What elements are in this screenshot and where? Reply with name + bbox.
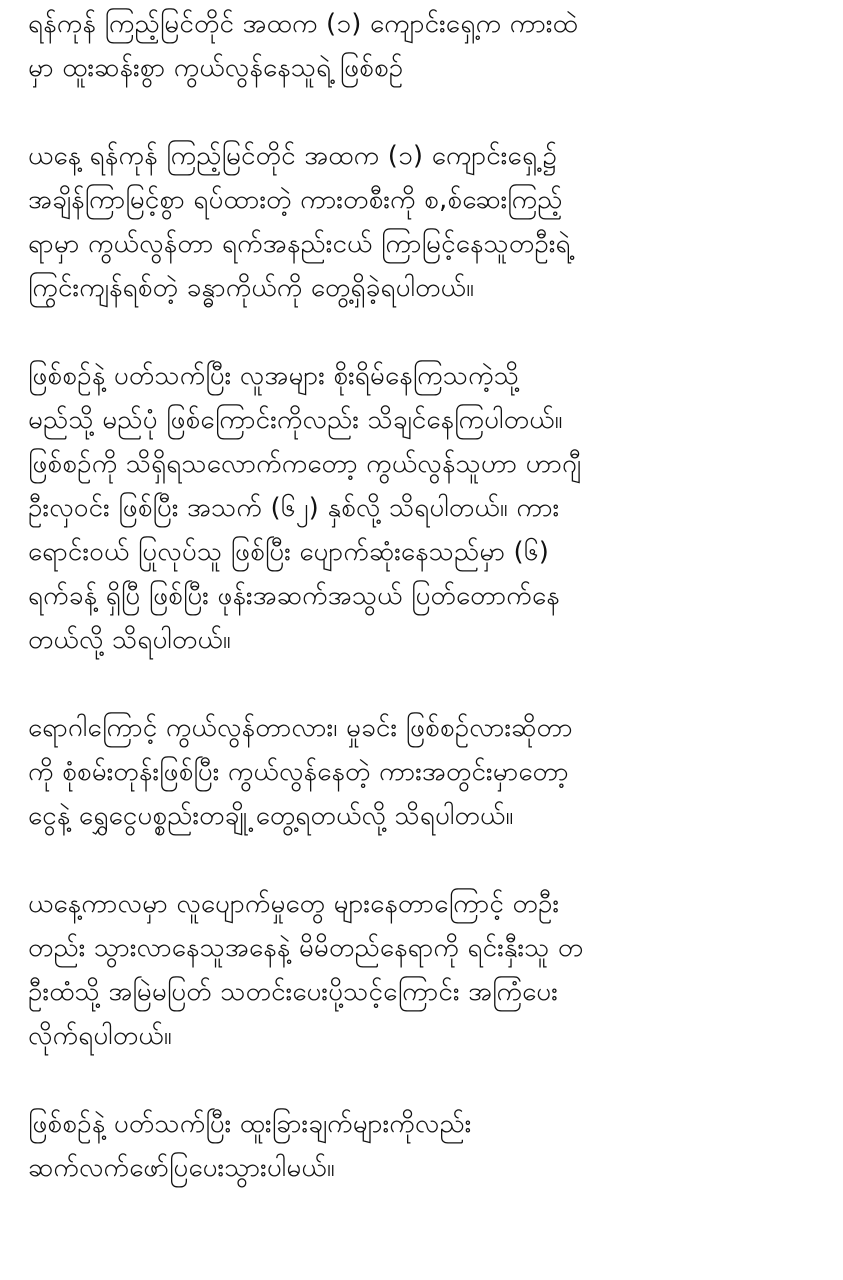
article-paragraph-2: ဖြစ်စဉ်နဲ့ ပတ်သက်ပြီး လူအများ စိုးရိမ်နေကြသကဲ့သို့ မည်သို့ မည်ပုံ ဖြစ်ကြောင်းကိုလည်း သိချင်နေကြပါတယ်။ ဖြစ်စဉ်ကို သိရှိရသလောက်ကတော့ ကွယ်လွန်သူဟာ ဟာဂျီ ဦးလှဝင်း ဖြစ်ပြီး အသက် (၆၂) နှစ်လို့ သိရပါတယ်။ ကား ရောင်းဝယ် ပြုလုပ်သူ ဖြစ်ပြီး ပျောက်ဆုံးနေသည်မှာ (၆) ရက်ခန့် ရှိပြီ ဖြစ်ပြီး ဖုန်းအဆက်အသွယ် ပြတ်တောက်နေ တယ်လို့ သိရပါတယ်။ xyxy=(28,361,582,655)
article-paragraph-4: ယနေ့ကာလမှာ လူပျောက်မှုတွေ များနေတာကြောင့် တဦး တည်း သွားလာနေသူအနေနဲ့ မိမိတည်နေရာကို ရင်းနှီးသူ တ ဦးထံသို့ အမြဲမပြတ် သတင်းပေးပို့သင့်ကြောင်း အကြံပေး လိုက်ရပါတယ်။ xyxy=(28,889,584,1051)
article-headline: ရန်ကုန် ကြည့်မြင်တိုင် အထက (၁) ကျောင်းရှေ့က ကားထဲ မှာ ထူးဆန်းစွာ ကွယ်လွန်နေသူရဲ့ ဖြစ်စဉ် xyxy=(28,9,578,83)
news-article xyxy=(28,2,821,1190)
article-paragraph-3: ရောဂါကြောင့် ကွယ်လွန်တာလား၊ မှုခင်း ဖြစ်စဉ်လားဆိုတာ ကို စုံစမ်းတုန်းဖြစ်ပြီး ကွယ်လွန်နေတဲ့ ကားအတွင်းမှာတော့ ငွေနဲ့ ရွှေငွေပစ္စည်းတချို့ တွေ့ရတယ်လို့ သိရပါတယ်။ xyxy=(28,713,573,831)
article-paragraph-5: ဖြစ်စဉ်နဲ့ ပတ်သက်ပြီး ထူးခြားချက်များကိုလည်း ဆက်လက်ဖော်ပြပေးသွားပါမယ်။ xyxy=(28,1109,472,1183)
article-paragraph-1: ယနေ့ ရန်ကုန် ကြည့်မြင်တိုင် အထက (၁) ကျောင်းရှေ့၌ အချိန်ကြာမြင့်စွာ ရပ်ထားတဲ့ ကားတစီးကို စ,စ်ဆေးကြည့် ရာမှာ ကွယ်လွန်တာ ရက်အနည်းငယ် ကြာမြင့်နေသူတဦးရဲ့ ကြွင်းကျန်ရစ်တဲ့ ခန္ဓာကိုယ်ကို တွေ့ရှိခဲ့ရပါတယ်။ xyxy=(28,141,571,303)
